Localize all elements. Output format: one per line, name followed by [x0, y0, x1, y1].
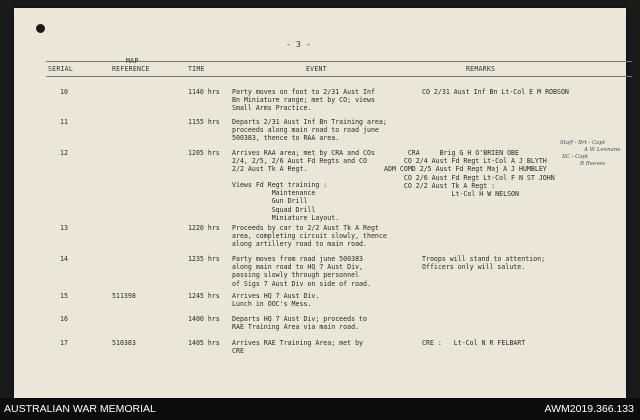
- remarks-cell: Troops will stand to attention; Officers only will salute.: [422, 255, 546, 272]
- footer-source: AUSTRALIAN WAR MEMORIAL: [4, 403, 156, 415]
- col-time: TIME: [188, 65, 205, 73]
- time-cell: 1235 hrs: [188, 255, 220, 263]
- col-map-top: MAP: [126, 57, 139, 65]
- serial-cell: 10: [60, 88, 68, 96]
- serial-cell: 16: [60, 315, 68, 323]
- time-cell: 1205 hrs: [188, 149, 220, 157]
- col-event: EVENT: [306, 65, 327, 73]
- serial-cell: 15: [60, 292, 68, 300]
- handwritten-note: R Reeves: [580, 161, 606, 167]
- event-cell: Arrives HQ 7 Aust Div. Lunch in OOC's Mess.: [232, 292, 320, 309]
- punch-hole: [36, 24, 45, 33]
- time-cell: 1155 hrs: [188, 118, 220, 126]
- document-page: [14, 8, 626, 398]
- event-cell: Party moves from road june 500383 along main road to HQ 7 Aust Div, passing slowly through personnel of Sigs 7 Aust Div on side of road.: [232, 255, 371, 288]
- event-cell: Views Fd Regt training : Maintenance Gun Drill Squad Drill Miniature Layout.: [232, 181, 340, 222]
- footer-bar: [0, 398, 640, 420]
- event-cell: Party moves on foot to 2/31 Aust Inf Bn Miniature range; met by CO; views Small Arms Practice.: [232, 88, 375, 113]
- serial-cell: 14: [60, 255, 68, 263]
- handwritten-note: Staff - Brt - Capt: [560, 140, 606, 146]
- col-remarks: REMARKS: [466, 65, 496, 73]
- serial-cell: 12: [60, 149, 68, 157]
- remarks-cell: CRA Brig G H O'BRIEN OBE CO 2/4 Aust Fd Regt Lt-Col A J BLYTH ADM COMD 2/5 Aust Fd Regt Maj A J HUMBLEY CO 2/6 Aust Fd Regt Lt-Col F N ST JOHN CO 2/2 Aust Tk A Regt : Lt-Col H W NELSON: [384, 149, 555, 199]
- serial-cell: 13: [60, 224, 68, 232]
- event-cell: Departs 2/31 Aust Inf Bn Training area; proceeds along main road to road june 500383, thence to RAA area.: [232, 118, 387, 143]
- page-number: - 3 -: [286, 40, 312, 49]
- time-cell: 1400 hrs: [188, 315, 220, 323]
- time-cell: 1220 hrs: [188, 224, 220, 232]
- handwritten-note: SC - Capt: [562, 154, 589, 160]
- col-map-reference: REFERENCE: [112, 65, 150, 73]
- footer-accession: AWM2019.366.133: [544, 403, 634, 415]
- header-rule-bottom: [46, 76, 632, 77]
- remarks-cell: CO 2/31 Aust Inf Bn Lt-Col E M ROBSON: [422, 88, 569, 96]
- col-serial: SERIAL: [48, 65, 74, 73]
- time-cell: 1140 hrs: [188, 88, 220, 96]
- remarks-cell: CRE : Lt-Col N R FELBART: [422, 339, 526, 347]
- event-cell: Proceeds by car to 2/2 Aust Tk A Regt area, completing circuit slowly, thence along artillery road to main road.: [232, 224, 387, 249]
- time-cell: 1245 hrs: [188, 292, 220, 300]
- serial-cell: 11: [60, 118, 68, 126]
- event-cell: Arrives RAA area; met by CRA and COs 2/4, 2/5, 2/6 Aust Fd Regts and CO 2/2 Aust Tk A Regt.: [232, 149, 375, 174]
- serial-cell: 17: [60, 339, 68, 347]
- event-cell: Departs HQ 7 Aust Div; proceeds to RAE Training Area via main road.: [232, 315, 367, 332]
- map-ref-cell: 511398: [112, 292, 136, 300]
- event-cell: Arrives RAE Training Area; met by CRE: [232, 339, 364, 356]
- map-ref-cell: 510383: [112, 339, 136, 347]
- handwritten-note: A W Lennane: [584, 147, 621, 153]
- time-cell: 1405 hrs: [188, 339, 220, 347]
